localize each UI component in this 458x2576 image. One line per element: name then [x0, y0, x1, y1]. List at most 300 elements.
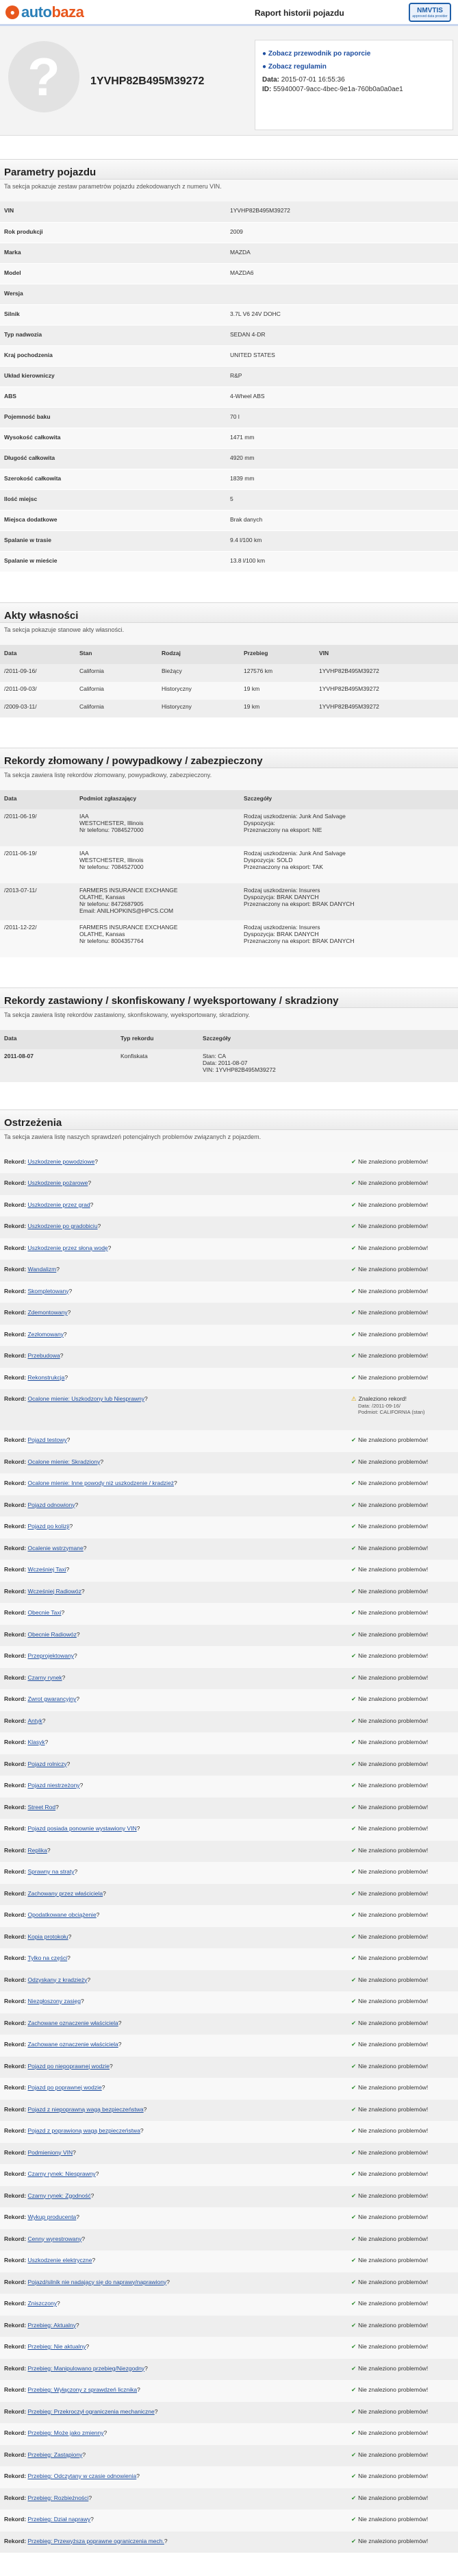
warning-link[interactable]: Przebieg: Dział naprawy — [27, 2516, 91, 2523]
warning-label: Rekord: Podmieniony VIN? — [4, 2148, 76, 2156]
check-icon: ✔ — [351, 1244, 357, 1251]
warning-prefix: Rekord: — [4, 1436, 28, 1443]
check-icon: ✔ — [351, 1480, 357, 1486]
warning-prefix: Rekord: — [4, 2321, 28, 2329]
entity-line: OLATHE, Kansas — [79, 893, 125, 900]
warning-result — [351, 1976, 454, 1992]
warning-prefix: Rekord: — [4, 1395, 28, 1402]
warning-row — [0, 2531, 458, 2553]
param-row — [0, 530, 458, 551]
warning-label: Rekord: Ocalenie wstrzymane? — [4, 1544, 87, 1551]
warning-label: Rekord: Uszkodzenie elektryczne? — [4, 2257, 96, 2264]
check-icon: ✔ — [351, 1782, 357, 1789]
warning-label: Rekord: Czarny rynek? — [4, 1673, 66, 1681]
warning-row — [0, 1625, 458, 1647]
warning-row — [0, 2272, 458, 2294]
warning-link[interactable]: Zachowane oznaczenie właściciela — [27, 2019, 118, 2026]
warning-prefix: Rekord: — [4, 2516, 28, 2523]
warning-label: Rekord: Uszkodzenie powodziowe? — [4, 1157, 99, 1165]
check-icon: ✔ — [351, 2257, 357, 2264]
param-value: R&P — [226, 366, 458, 387]
section-title: Rekordy złomowany / powypadkowy / zabezpieczony — [0, 748, 458, 768]
check-icon: ✔ — [351, 2278, 357, 2285]
warning-link[interactable]: Pojazd po kolizji — [27, 1523, 70, 1530]
param-value: 13.8 l/100 km — [226, 551, 458, 572]
warning-row — [0, 1152, 458, 1174]
table-cell: Historyczny — [157, 700, 240, 717]
warning-prefix: Rekord: — [4, 1868, 28, 1875]
column-header: VIN — [315, 645, 458, 664]
warning-prefix: Rekord: — [4, 1998, 28, 2004]
param-key: Rok produkcji — [0, 222, 226, 243]
warning-link[interactable]: Skompletowany — [27, 1287, 69, 1295]
table-cell: 1YVHP82B495M39272 — [315, 664, 458, 682]
result-text: Nie znaleziono problemów! — [358, 2148, 429, 2156]
param-key: Układ kierowniczy — [0, 366, 226, 387]
warning-link[interactable]: Obecnie Radiowóz — [27, 1630, 77, 1638]
pledge-table — [0, 1030, 458, 1082]
warning-row — [0, 2250, 458, 2272]
partner-sub: approved data provider — [412, 14, 448, 19]
result-text: Znaleziono rekord! — [358, 1395, 407, 1402]
result-text: Nie znaleziono problemów! — [358, 1330, 429, 1338]
warning-label: Rekord: Niezgłoszony zasięg? — [4, 1998, 84, 2004]
warning-result — [351, 1374, 454, 1390]
warning-link[interactable]: Wcześniej Taxi — [27, 1566, 66, 1573]
result-text: Nie znaleziono problemów! — [358, 1998, 429, 2004]
result-text: Nie znaleziono problemów! — [358, 1933, 429, 1940]
warning-result — [351, 1890, 454, 1906]
warning-prefix: Rekord: — [4, 2235, 28, 2242]
warning-link[interactable]: Czarny rynek: Zgodność — [27, 2192, 91, 2199]
warning-prefix: Rekord: — [4, 1911, 28, 1918]
param-value: 5 — [226, 489, 458, 510]
result-text: Nie znaleziono problemów! — [358, 2105, 429, 2113]
warning-label: Rekord: Pojazd z poprawioną wagą bezpieczeństwa? — [4, 2127, 144, 2134]
result-text: Nie znaleziono problemów! — [358, 1523, 429, 1530]
warning-link[interactable]: Niezgłoszony zasięg — [27, 1998, 81, 2004]
result-text: Nie znaleziono problemów! — [358, 1846, 429, 1854]
warning-link[interactable]: Przebieg: Przekroczył ograniczenia mechaniczne — [27, 2407, 155, 2415]
result-text: Nie znaleziono problemów! — [358, 1976, 429, 1983]
warning-link[interactable]: Zwrot gwarancyjny — [27, 1695, 77, 1702]
detail-line: Data: 2011-08-07 — [203, 1059, 248, 1066]
alert-icon: ⚠ — [351, 1395, 357, 1402]
warning-result — [351, 1545, 454, 1560]
id-label: ID: — [262, 86, 272, 93]
param-row — [0, 201, 458, 222]
warning-link[interactable]: Przebudowa — [27, 1352, 60, 1359]
param-key: VIN — [0, 201, 226, 222]
warning-label: Rekord: Uszkodzenie po gradobiciu? — [4, 1223, 101, 1229]
date-label: Data: — [262, 76, 280, 84]
warning-result — [351, 1739, 454, 1754]
check-icon: ✔ — [351, 2062, 357, 2070]
param-key: Marka — [0, 243, 226, 263]
check-icon: ✔ — [351, 2148, 357, 2156]
table-header — [0, 790, 458, 809]
warning-result — [351, 1761, 454, 1776]
param-value: 4920 mm — [226, 448, 458, 469]
check-icon: ✔ — [351, 2170, 357, 2177]
result-text: Nie znaleziono problemów! — [358, 2343, 429, 2350]
warning-prefix: Rekord: — [4, 2278, 28, 2285]
warning-link[interactable]: Przebieg: Odczytany w czasie odnowienia — [27, 2473, 137, 2479]
warning-link[interactable]: Pojazd po niepoprawnej wodzie — [27, 2062, 110, 2070]
warning-result — [351, 2041, 454, 2057]
warning-row — [0, 2078, 458, 2100]
warning-prefix: Rekord: — [4, 1673, 28, 1681]
warning-result — [351, 2300, 454, 2316]
warning-prefix: Rekord: — [4, 1287, 28, 1295]
column-header: Przebieg — [240, 645, 315, 664]
param-key: Model — [0, 263, 226, 284]
table-cell: California — [75, 664, 157, 682]
logo-mark-icon: ● — [5, 5, 19, 19]
warning-result — [351, 1652, 454, 1668]
warning-link[interactable]: Przebieg: Manipulowano przebieg/Niezgodny — [27, 2364, 145, 2372]
entity-line: OLATHE, Kansas — [79, 930, 125, 937]
warning-label: Rekord: Przeprojektowany? — [4, 1652, 77, 1659]
warning-result — [351, 2451, 454, 2467]
check-icon: ✔ — [351, 1630, 357, 1638]
warning-link[interactable]: Wykup producenta — [27, 2213, 77, 2220]
warning-label: Rekord: Wandalizm? — [4, 1266, 60, 1273]
warning-link[interactable]: Pojazd po poprawnej wodzie — [27, 2084, 102, 2091]
warning-label: Rekord: Uszkodzenie pożarowe? — [4, 1179, 92, 1186]
warning-row — [0, 1216, 458, 1238]
check-icon: ✔ — [351, 1868, 357, 1875]
table-row — [0, 664, 458, 682]
result-text: Nie znaleziono problemów! — [358, 1825, 429, 1832]
warning-prefix: Rekord: — [4, 1544, 28, 1551]
warning-label: Rekord: Rekonstrukcja? — [4, 1373, 68, 1381]
warning-row — [0, 1368, 458, 1390]
table-header — [0, 645, 458, 664]
result-text: Nie znaleziono problemów! — [358, 2516, 429, 2523]
warning-link[interactable]: Przebieg: Nie aktualny — [27, 2343, 86, 2350]
warning-link[interactable]: Uszkodzenie elektryczne — [27, 2257, 92, 2264]
warning-link[interactable]: Sprawny na straty — [27, 1868, 75, 1875]
warning-link[interactable]: Zniszczony — [27, 2300, 57, 2307]
param-value: MAZDA — [226, 243, 458, 263]
param-value: 1YVHP82B495M39272 — [226, 201, 458, 222]
params-table — [0, 201, 458, 572]
warning-result — [351, 1266, 454, 1281]
warning-link[interactable]: Wandalizm — [27, 1266, 57, 1273]
warning-row — [0, 2423, 458, 2445]
warning-link[interactable]: Przebieg: Wyłączony z sprawdzeń licznika — [27, 2386, 138, 2393]
check-icon: ✔ — [351, 1352, 357, 1359]
warning-result — [351, 1868, 454, 1884]
warning-row — [0, 1430, 458, 1452]
check-icon: ✔ — [351, 1998, 357, 2004]
warning-prefix: Rekord: — [4, 2537, 28, 2544]
warning-row — [0, 1841, 458, 1863]
warning-result — [351, 1998, 454, 2013]
logo-text-a: auto — [21, 3, 52, 21]
warning-row — [0, 2294, 458, 2316]
warning-link[interactable]: Przebieg: Aktualny — [27, 2321, 76, 2329]
warning-link[interactable]: Zdemontowany — [27, 1309, 68, 1316]
check-icon: ✔ — [351, 2364, 357, 2372]
warning-link[interactable]: Uszkodzenie pożarowe — [27, 1179, 88, 1186]
warning-label: Rekord: Pojazd odnowiony? — [4, 1501, 79, 1508]
param-key: Pojemność baku — [0, 407, 226, 428]
table-row — [0, 920, 458, 957]
detail-line: Przeznaczony na eksport: TAK — [244, 863, 323, 870]
warning-link[interactable]: Przebieg: Może jako zmienny — [27, 2429, 104, 2436]
warning-prefix: Rekord: — [4, 2062, 28, 2070]
pledge-section — [0, 988, 458, 1082]
warning-label: Rekord: Zniszczony? — [4, 2300, 60, 2307]
warning-row — [0, 2510, 458, 2531]
check-icon: ✔ — [351, 2105, 357, 2113]
result-text: Nie znaleziono problemów! — [358, 2494, 429, 2501]
warning-link[interactable]: Przebieg: Rozbieżności — [27, 2494, 89, 2501]
nmvtis-badge[interactable] — [409, 3, 451, 22]
check-icon: ✔ — [351, 2494, 357, 2501]
check-icon: ✔ — [351, 1201, 357, 1208]
warning-link[interactable]: Pojazd testowy — [27, 1436, 67, 1443]
result-text: Nie znaleziono problemów! — [358, 2473, 429, 2479]
param-value: 70 l — [226, 407, 458, 428]
warning-link[interactable]: Rekonstrukcja — [27, 1373, 65, 1381]
terms-link[interactable]: ● Zobacz regulamin — [262, 63, 327, 71]
warning-label: Rekord: Wykup producenta? — [4, 2213, 80, 2220]
warning-link[interactable]: Kopia protokołu — [27, 1933, 68, 1940]
warning-link[interactable]: Wcześniej Radiowóz — [27, 1587, 81, 1595]
warning-link[interactable]: Uszkodzenie po gradobiciu — [27, 1223, 98, 1229]
warning-row — [0, 1862, 458, 1884]
param-value: 3.7L V6 24V DOHC — [226, 304, 458, 325]
warning-link[interactable]: Antyk — [27, 1717, 42, 1724]
warning-label: Rekord: Zwrot gwarancyjny? — [4, 1695, 80, 1702]
warning-link[interactable]: Pojazd rolniczy — [27, 1760, 67, 1767]
warning-label: Rekord: Przebieg: Odczytany w czasie odnowienia? — [4, 2473, 140, 2479]
warnings-section — [0, 1109, 458, 2553]
check-icon: ✔ — [351, 1695, 357, 1702]
warning-prefix: Rekord: — [4, 2084, 28, 2091]
warning-row — [0, 1668, 458, 1690]
entity-line: IAA — [79, 812, 89, 820]
warning-row — [0, 2316, 458, 2338]
warning-row — [0, 2164, 458, 2186]
warning-prefix: Rekord: — [4, 2041, 28, 2048]
warning-label: Rekord: Przebieg: Dział naprawy? — [4, 2516, 94, 2523]
check-icon: ✔ — [351, 1287, 357, 1295]
check-icon: ✔ — [351, 2343, 357, 2350]
warning-row — [0, 1798, 458, 1819]
warning-label: Rekord: Odzyskany z kradzieży? — [4, 1976, 91, 1983]
warning-link[interactable]: Ocalenie wstrzymane — [27, 1544, 84, 1551]
param-row — [0, 448, 458, 469]
param-row — [0, 263, 458, 284]
check-icon: ✔ — [351, 2537, 357, 2544]
autobaza-logo[interactable] — [5, 3, 84, 21]
warning-result — [351, 2429, 454, 2445]
warning-link[interactable]: Czarny rynek — [27, 1673, 62, 1681]
warning-link[interactable]: Podmieniony VIN — [27, 2148, 73, 2156]
check-icon: ✔ — [351, 1587, 357, 1595]
check-icon: ✔ — [351, 1846, 357, 1854]
warning-link[interactable]: Street Rod — [27, 1803, 56, 1811]
warning-prefix: Rekord: — [4, 1933, 28, 1940]
warning-link[interactable]: Pojazd niestrzeżony — [27, 1782, 80, 1789]
check-icon: ✔ — [351, 1609, 357, 1616]
result-text: Nie znaleziono problemów! — [358, 2278, 429, 2285]
section-description: Ta sekcja zawiera listę rekordów złomowany, powypadkowy, zabezpieczony. — [0, 768, 458, 790]
warning-link[interactable]: Pojazd z niepoprawną wagą bezpieczeństwa — [27, 2105, 144, 2113]
warning-prefix: Rekord: — [4, 1566, 28, 1573]
warning-link[interactable]: Replika — [27, 1846, 47, 1854]
param-row — [0, 407, 458, 428]
check-icon: ✔ — [351, 1501, 357, 1508]
check-icon: ✔ — [351, 1954, 357, 1961]
check-icon: ✔ — [351, 2321, 357, 2329]
warning-result — [351, 1954, 454, 1970]
warning-result — [351, 2386, 454, 2402]
param-row — [0, 428, 458, 448]
warning-prefix: Rekord: — [4, 2127, 28, 2134]
warning-link[interactable]: Odzyskany z kradzieży — [27, 1976, 88, 1983]
warning-link[interactable]: Zezłomowany — [27, 1330, 64, 1338]
warning-link[interactable]: Pojazd odnowiony — [27, 1501, 75, 1508]
result-text: Nie znaleziono problemów! — [358, 1223, 429, 1229]
warning-label: Rekord: Sprawny na straty? — [4, 1868, 78, 1875]
warning-prefix: Rekord: — [4, 1330, 28, 1338]
entity-line: Nr telefonu: 7084527000 — [79, 863, 144, 870]
warning-result — [351, 1480, 454, 1495]
warning-link[interactable]: Uszkodzenie przez grad — [27, 1201, 90, 1208]
logo-text-b: baza — [51, 3, 84, 21]
warning-result — [351, 1911, 454, 1927]
entity-line: WESTCHESTER, Illinois — [79, 856, 144, 863]
warning-label: Rekord: Pojazd po kolizji? — [4, 1523, 73, 1530]
warning-row — [0, 1948, 458, 1970]
warning-link[interactable]: Tylko na części — [27, 1954, 68, 1961]
check-icon: ✔ — [351, 1566, 357, 1573]
warning-result — [351, 1158, 454, 1174]
check-icon: ✔ — [351, 1889, 357, 1897]
warning-label: Rekord: Zezłomowany? — [4, 1330, 67, 1338]
table-cell: 19 km — [240, 682, 315, 700]
warning-link[interactable]: Ocalone mienie: Inne powody niż uszkodzenie / kradzież — [27, 1480, 175, 1486]
param-key: Wysokość całkowita — [0, 428, 226, 448]
warning-link[interactable]: Zachowany przez właściciela — [27, 1889, 103, 1897]
warning-prefix: Rekord: — [4, 1846, 28, 1854]
record-date: 2011-08-07 — [0, 1049, 116, 1082]
result-text: Nie znaleziono problemów! — [358, 2235, 429, 2242]
warning-prefix: Rekord: — [4, 1352, 28, 1359]
warning-link[interactable]: Ocalone mienie: Skradziony — [27, 1458, 101, 1465]
check-icon: ✔ — [351, 2300, 357, 2307]
column-header: Data — [0, 1030, 116, 1049]
warning-link[interactable]: Ocalone mienie: Uszkodzony lub Niesprawny — [27, 1395, 145, 1402]
warning-link[interactable]: Pojazd posiada ponownie wystawiony VIN — [27, 1825, 137, 1832]
warning-link[interactable]: Pojazd z poprawioną wagą bezpieczeństwa — [27, 2127, 140, 2134]
warning-row — [0, 1776, 458, 1798]
vin-heading: 1YVHP82B495M39272 — [90, 75, 205, 87]
result-text: Nie znaleziono problemów! — [358, 1803, 429, 1811]
param-row — [0, 510, 458, 530]
table-cell: /2011-09-03/ — [0, 682, 75, 700]
warning-prefix: Rekord: — [4, 2148, 28, 2156]
result-text: Nie znaleziono problemów! — [358, 2386, 429, 2393]
report-title: Raport historii pojazdu — [255, 8, 344, 18]
warning-result — [351, 2170, 454, 2186]
warning-link[interactable]: Obecnie Taxi — [27, 1609, 62, 1616]
param-key: Spalanie w mieście — [0, 551, 226, 572]
warning-result — [351, 1717, 454, 1733]
param-row — [0, 243, 458, 263]
partner-name: NMVTIS — [417, 6, 443, 14]
warning-result — [351, 1223, 454, 1238]
warning-label: Rekord: Przebieg: Nie aktualny? — [4, 2343, 90, 2350]
params-section — [0, 159, 458, 572]
warning-label: Rekord: Klasyk? — [4, 1739, 49, 1745]
warning-label: Rekord: Wcześniej Radiowóz? — [4, 1587, 85, 1595]
result-text: Nie znaleziono problemów! — [358, 1373, 429, 1381]
warnings-list — [0, 1152, 458, 2553]
result-text: Nie znaleziono problemów! — [358, 1266, 429, 1273]
reporting-entity — [75, 920, 240, 957]
unknown-vehicle-icon: ? — [8, 41, 79, 112]
warning-link[interactable]: Przeprojektowany — [27, 1652, 75, 1659]
warning-result — [351, 1436, 454, 1452]
warning-link[interactable]: Pojazd/silnik nie nadający się do naprawy/naprawiony — [27, 2278, 167, 2285]
warning-prefix: Rekord: — [4, 1373, 28, 1381]
warning-link[interactable]: Cenny wyrestrowany — [27, 2235, 82, 2242]
warning-result — [351, 1825, 454, 1841]
check-icon: ✔ — [351, 1157, 357, 1165]
guide-link[interactable]: ● Zobacz przewodnik po raporcie — [262, 50, 371, 58]
warning-label: Rekord: Wcześniej Taxi? — [4, 1566, 70, 1573]
warning-result — [351, 2020, 454, 2035]
warning-row — [0, 1173, 458, 1195]
warning-link[interactable]: Czarny rynek: Niesprawny — [27, 2170, 96, 2177]
column-header: Typ rekordu — [116, 1030, 199, 1049]
warning-link[interactable]: Przebieg: Zastąpiony — [27, 2451, 83, 2458]
result-text: Nie znaleziono problemów! — [358, 1352, 429, 1359]
record-details — [240, 883, 458, 920]
entity-line: Nr telefonu: 8472687905 — [79, 900, 144, 907]
warning-link[interactable]: Zachowane oznaczenie właściciela — [27, 2041, 118, 2048]
warning-link[interactable]: Klasyk — [27, 1739, 45, 1745]
warning-row — [0, 1689, 458, 1711]
warning-link[interactable]: Opodatkowane obciążenie — [27, 1911, 97, 1918]
warning-link[interactable]: Uszkodzenie przez słoną wodę — [27, 1244, 108, 1251]
warning-row — [0, 1495, 458, 1517]
warning-label: Rekord: Pojazd posiada ponownie wystawiony VIN? — [4, 1825, 140, 1832]
column-header: Szczegóły — [240, 790, 458, 809]
warning-prefix: Rekord: — [4, 1630, 28, 1638]
table-row — [0, 700, 458, 717]
result-text: Nie znaleziono problemów! — [358, 2321, 429, 2329]
param-value: MAZDA6 — [226, 263, 458, 284]
warning-prefix: Rekord: — [4, 2105, 28, 2113]
param-value: SEDAN 4-DR — [226, 325, 458, 345]
warning-prefix: Rekord: — [4, 2257, 28, 2264]
warning-link[interactable]: Uszkodzenie powodziowe — [27, 1157, 95, 1165]
warning-link[interactable]: Przebieg: Przewyższa poprawne ograniczenia mech. — [27, 2537, 164, 2544]
warning-label: Rekord: Pojazd/silnik nie nadający się do naprawy/naprawiony? — [4, 2278, 170, 2285]
warning-result — [351, 2235, 454, 2251]
warning-row — [0, 2143, 458, 2165]
warning-prefix: Rekord: — [4, 1889, 28, 1897]
record-date: /2011-06-19/ — [0, 846, 75, 883]
param-row — [0, 366, 458, 387]
